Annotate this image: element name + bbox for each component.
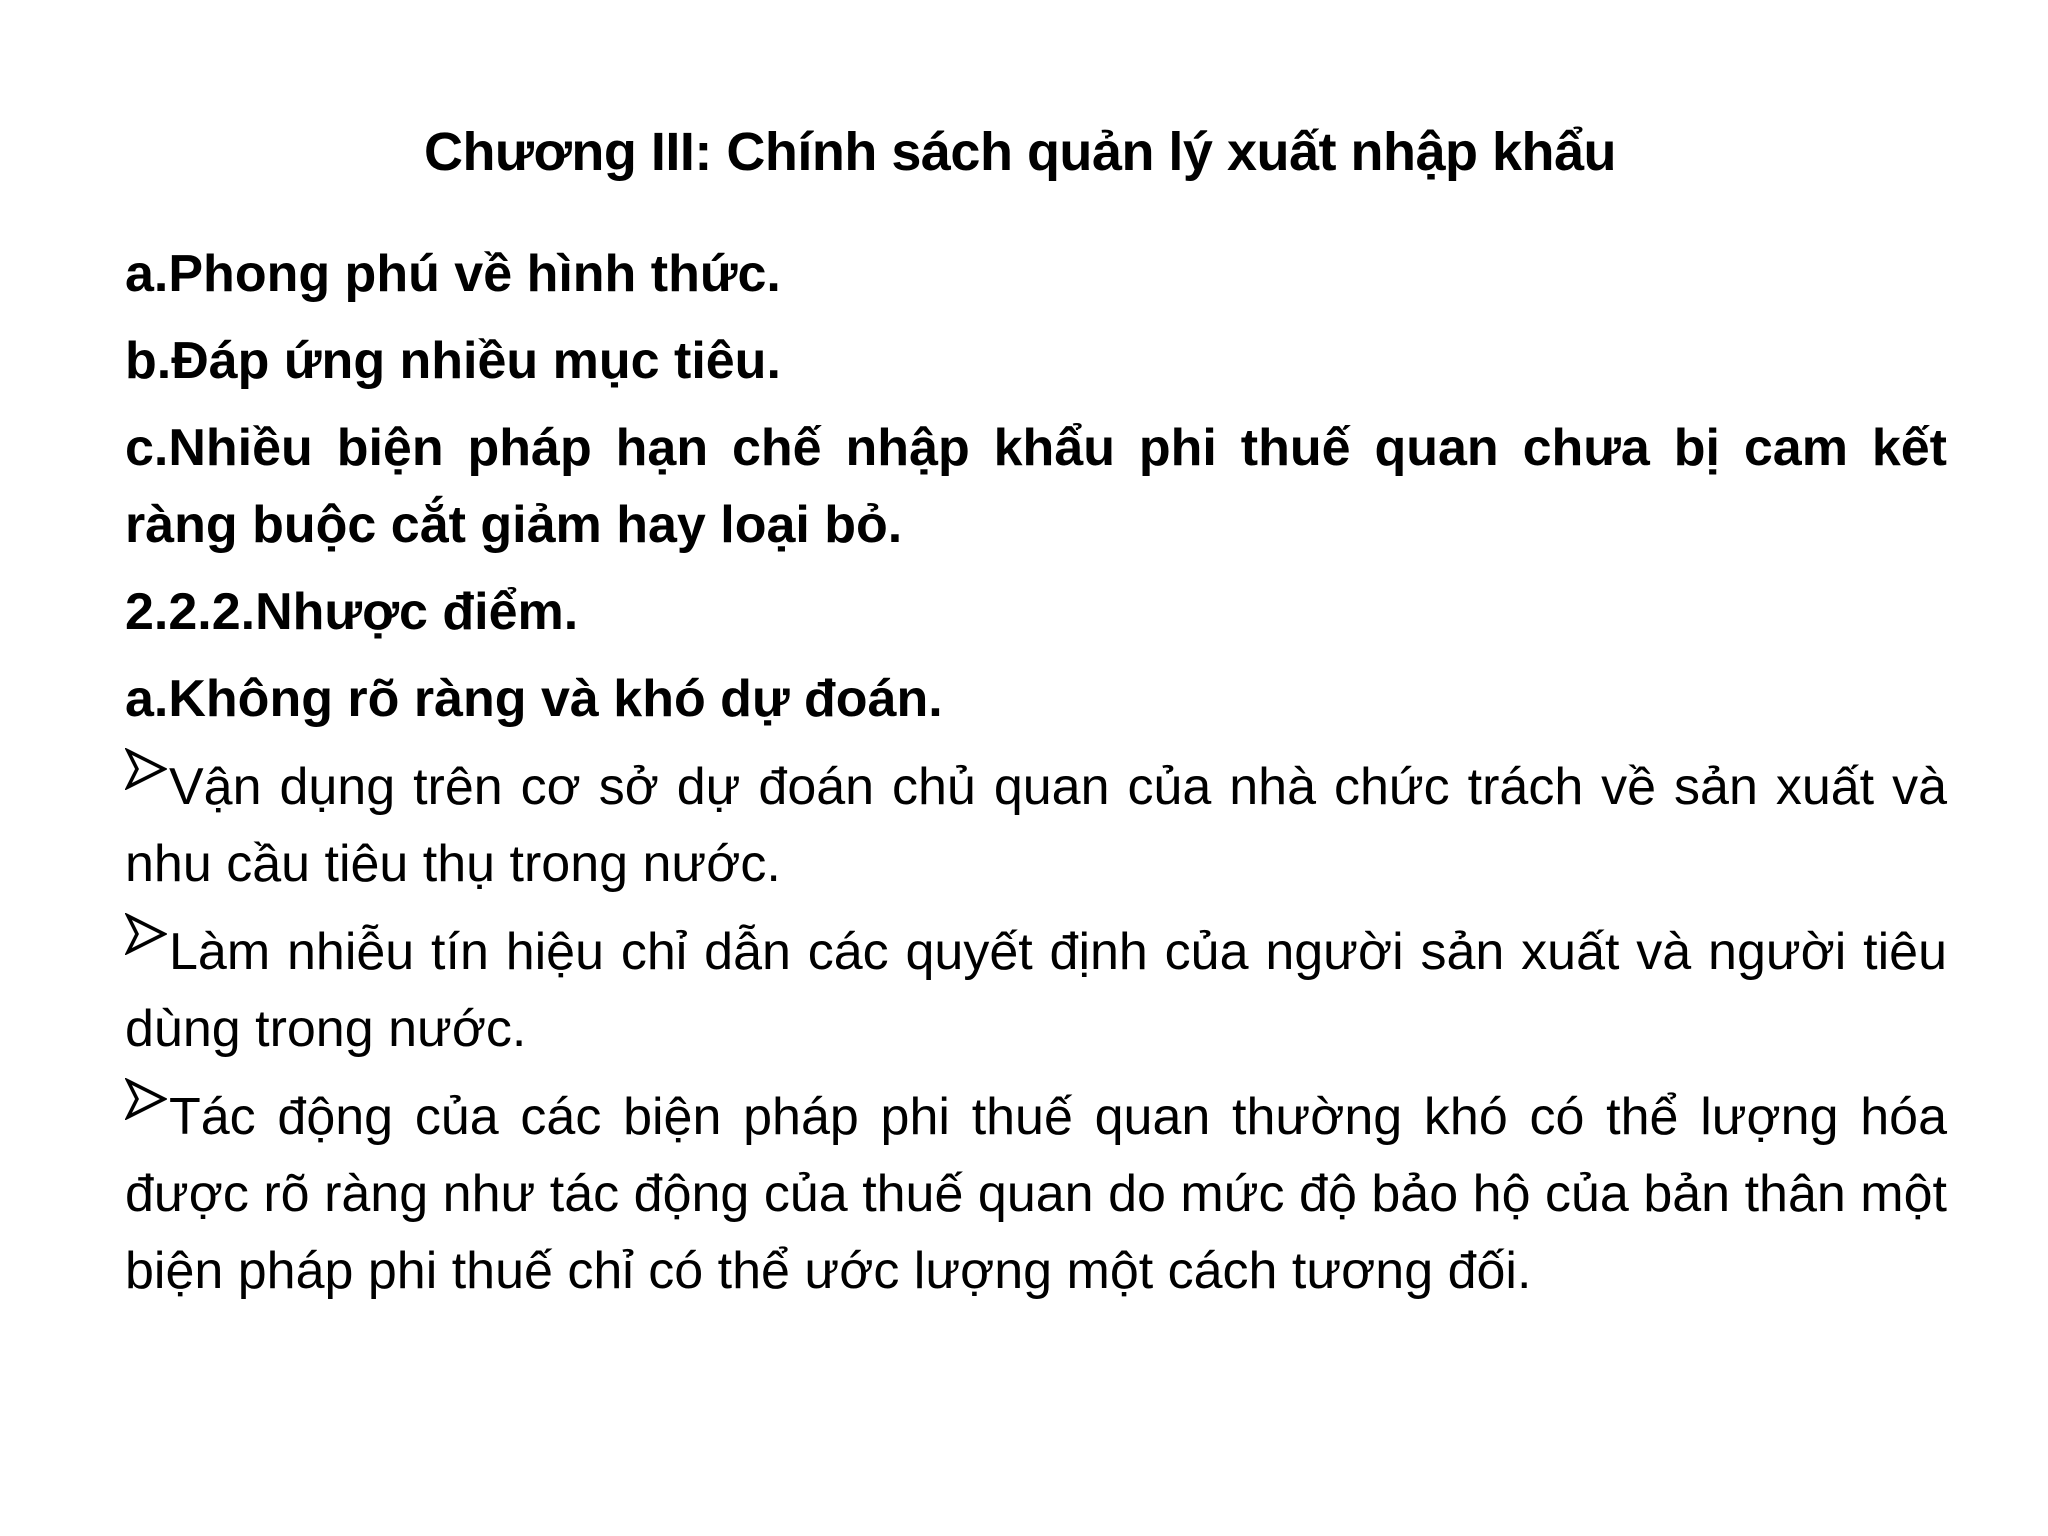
paragraph-3 xyxy=(125,410,1947,564)
arrow-bullet-icon xyxy=(125,913,167,955)
paragraph-5 xyxy=(125,661,1947,738)
paragraph-text: a.Không rõ ràng và khó dự đoán. xyxy=(125,670,943,728)
bullet-item-3 xyxy=(125,1078,1947,1310)
arrow-bullet-icon xyxy=(125,1078,167,1120)
paragraph-1 xyxy=(125,236,1947,313)
section-heading xyxy=(125,574,1947,651)
paragraph-text: a.Phong phú về hình thức. xyxy=(125,245,781,303)
slide-title: Chương III: Chính sách quản lý xuất nhập khẩu xyxy=(423,122,1617,182)
arrow-bullet-icon xyxy=(125,748,167,790)
slide-content xyxy=(125,236,1947,1320)
bullet-text: Vận dụng trên cơ sở dự đoán chủ quan của nhà chức trách về sản xuất và nhu cầu tiêu thụ trong nước. xyxy=(125,758,1947,893)
paragraph-text: 2.2.2.Nhược điểm. xyxy=(125,583,579,641)
bullet-text: Tác động của các biện pháp phi thuế quan thường khó có thể lượng hóa được rõ ràng như tác động của thuế quan do mức độ bảo hộ của bản thân một biện pháp phi thuế chỉ có thể ước lượng một cách tương đối. xyxy=(125,1088,1947,1300)
bullet-text: Làm nhiễu tín hiệu chỉ dẫn các quyết định của người sản xuất và người tiêu dùng trong nước. xyxy=(125,923,1947,1058)
bullet-item-2 xyxy=(125,913,1947,1068)
paragraph-text: c.Nhiều biện pháp hạn chế nhập khẩu phi thuế quan chưa bị cam kết ràng buộc cắt giảm hay loại bỏ. xyxy=(125,419,1947,554)
bullet-item-1 xyxy=(125,748,1947,903)
paragraph-2 xyxy=(125,323,1947,400)
paragraph-text: b.Đáp ứng nhiều mục tiêu. xyxy=(125,332,781,390)
